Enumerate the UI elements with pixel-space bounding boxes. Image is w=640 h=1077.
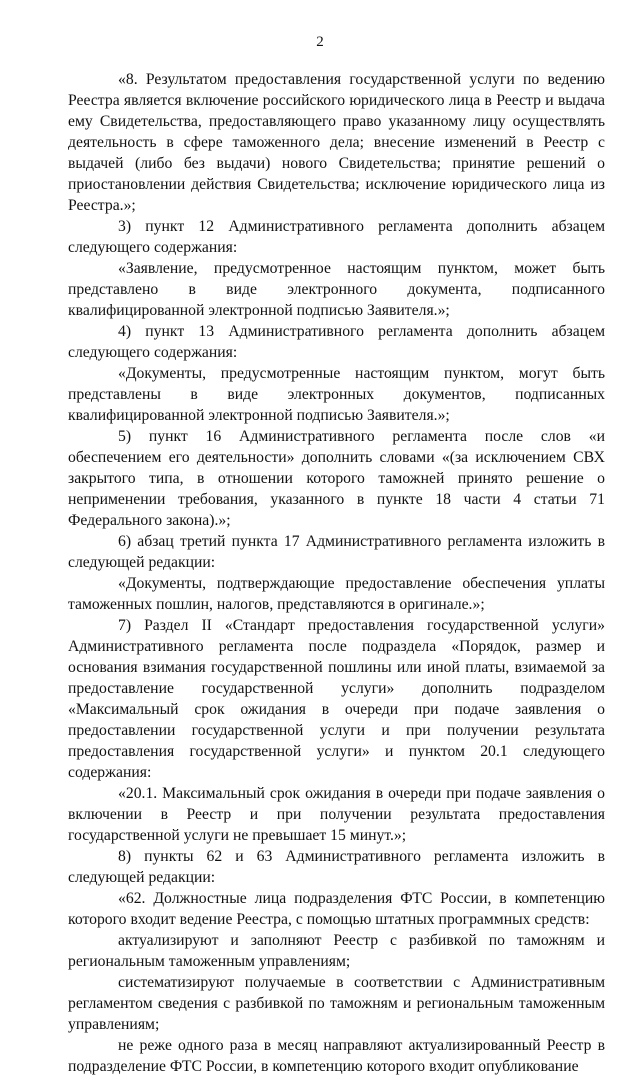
paragraph-item-4-quote: «Документы, предусмотренные настоящим пунктом, могут быть представлены в виде электронных документов, подписанных квалифицированной электронной подписью Заявителя.»; xyxy=(68,365,605,424)
paragraph-item-3-quote: «Заявление, предусмотренное настоящим пунктом, может быть представлено в виде электронного документа, подписанного квалифицированной электронной подписью Заявителя.»; xyxy=(68,260,605,319)
paragraph-item-4: 4) пункт 13 Административного регламента дополнить абзацем следующего содержания: xyxy=(68,323,605,361)
paragraph-item-8: 8) пункты 62 и 63 Административного регламента изложить в следующей редакции: xyxy=(68,848,605,886)
paragraph-item-62-c: не реже одного раза в месяц направляют актуализированный Реестр в подразделение ФТС России, в компетенцию которого входит опубликование xyxy=(68,1037,605,1075)
paragraph-item-62-b: систематизируют получаемые в соответствии с Административным регламентом сведения с разбивкой по таможням и региональным таможенным управлениям; xyxy=(68,974,605,1033)
paragraph-item-62: «62. Должностные лица подразделения ФТС России, в компетенцию которого входит ведение Реестра, с помощью штатных программных средств: xyxy=(68,890,605,928)
paragraph-item-6-quote: «Документы, подтверждающие предоставление обеспечения уплаты таможенных пошлин, налогов, представляются в оригинале.»; xyxy=(68,575,605,613)
page-number: 2 xyxy=(316,34,324,50)
paragraph-result-definition: «8. Результатом предоставления государственной услуги по ведению Реестра является включение российского юридического лица в Реестр и выдача ему Свидетельства, предоставляющего право указанному лицу осуществлять деятельность в сфере таможенного дела; внесение изменений в Реестр с выдачей (либо без выдачи) нового Свидетельства; принятие решений о приостановлении действия Свидетельства; исключение юридического лица из Реестра.»; xyxy=(68,71,605,214)
document-body xyxy=(68,69,605,1077)
paragraph-item-62-a: актуализируют и заполняют Реестр с разбивкой по таможням и региональным таможенным управлениям; xyxy=(68,932,605,970)
paragraph-item-7-quote: «20.1. Максимальный срок ожидания в очереди при подаче заявления о включении в Реестр и при получении результата предоставления государственной услуги не превышает 15 минут.»; xyxy=(68,785,605,844)
paragraph-item-7: 7) Раздел II «Стандарт предоставления государственной услуги» Административного регламента после подраздела «Порядок, размер и основания взимания государственной пошлины или иной платы, взимаемой за предоставление государственной услуги» дополнить подразделом «Максимальный срок ожидания в очереди при подаче заявления о предоставлении государственной услуги и при получении результата предоставления государственной услуги» и пунктом 20.1 следующего содержания: xyxy=(68,617,605,781)
paragraph-item-3: 3) пункт 12 Административного регламента дополнить абзацем следующего содержания: xyxy=(68,218,605,256)
paragraph-item-5: 5) пункт 16 Административного регламента после слов «и обеспечением его деятельности» дополнить словами «(за исключением СВХ закрытого типа, в отношении которого таможней принято решение о неприменении требования, указанного в пункте 18 части 4 статьи 71 Федерального закона).»; xyxy=(68,428,605,529)
paragraph-item-6: 6) абзац третий пункта 17 Административного регламента изложить в следующей редакции: xyxy=(68,533,605,571)
